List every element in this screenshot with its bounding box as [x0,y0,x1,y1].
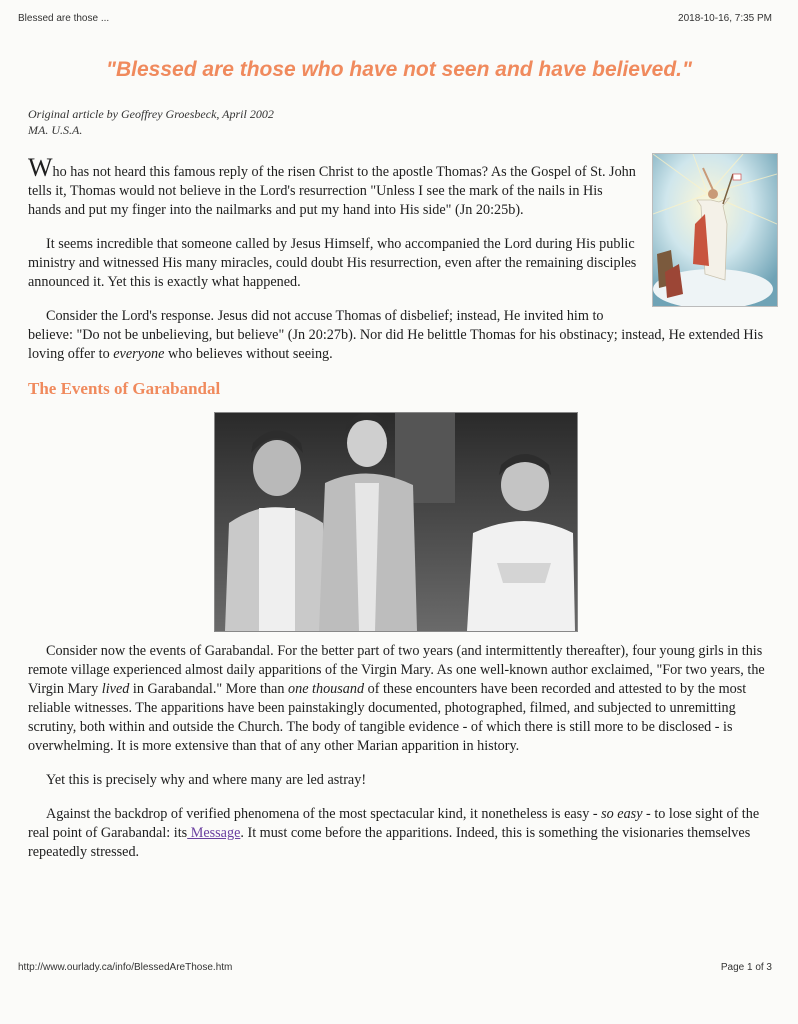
print-header-timestamp: 2018-10-16, 7:35 PM [678,13,772,24]
paragraph-4-text-a: Consider now the events of Garabandal. For the better part of two years (and intermittently thereafter), four young girls in this remote village experienced almost daily apparitions of the Virgin Mary. As one well-known author exclaimed, "For two years, the Virgin Mary [28,643,765,697]
article-title: "Blessed are those who have not seen and have believed." [106,58,692,81]
paragraph-3 [28,307,774,364]
byline [28,106,274,138]
article-body [28,153,774,877]
paragraph-6-text-c: . It must come before the apparitions. Indeed, this is something the visionaries themselves repeatedly stressed. [28,825,751,860]
paragraph-6-emphasis: so easy [601,806,643,822]
paragraph-4-text-c: of these encounters have been recorded and attested to by the most reliable witnesses. The apparitions have been painstakingly documented, photographed, filmed, and subjected to unremitting scrutiny, both within and outside the Church. The body of tangible evidence - of which there is still more to be disclosed - is overwhelming. It is more extensive than that of any other Marian apparition in history. [28,681,747,754]
paragraph-4-emphasis-2: one thousand [288,681,365,697]
print-footer-page-number: Page 1 of 3 [720,962,772,973]
visionaries-photo [214,412,578,632]
paragraph-3-text-b: who believes without seeing. [164,346,333,362]
paragraph-2: It seems incredible that someone called by Jesus Himself, who accompanied the Lord during His public ministry and witnessed His many miracles, could doubt His resurrection, even after the remaining disciples announced it. Yet this is exactly what happened. [28,236,637,290]
paragraph-4-emphasis-1: lived [101,681,130,697]
print-header-title: Blessed are those ... [18,13,110,24]
paragraph-1-text: ho has not heard this famous reply of the risen Christ to the apostle Thomas? As the Gospel of St. John tells it, Thomas would not believe in the Lord's resurrection "Unless I see the mark of the nails in His hands and put my finger into the nailmarks and put my hand into His side" (Jn 20:25b). [28,164,636,218]
risen-christ-image [652,153,778,307]
byline-location: MA. U.S.A. [28,123,83,137]
section-heading: The Events of Garabandal [28,379,221,398]
byline-author: Original article by Geoffrey Groesbeck, April 2002 [28,107,274,121]
drop-cap: W [28,153,53,182]
paragraph-6-text-b: - to lose sight of the real point of Garabandal: its [28,806,760,841]
paragraph-5: Yet this is precisely why and where many are led astray! [46,772,367,788]
print-footer-url: http://www.ourlady.ca/info/BlessedAreThose.htm [18,962,233,973]
paragraph-6-text-a: Against the backdrop of verified phenomena of the most spectacular kind, it nonetheless is easy - [46,806,602,822]
paragraph-3-text-a: Consider the Lord's response. Jesus did not accuse Thomas of disbelief; instead, He invited him to believe: "Do not be unbelieving, but believe" (Jn 20:27b). Nor did He belittle Thomas for his obstinacy; instead, He extended His loving offer to [28,308,764,362]
paragraph-4 [28,642,774,756]
paragraph-4-text-b: in Garabandal." More than [129,681,288,697]
paragraph-6 [28,805,774,862]
message-link[interactable]: Message [187,825,241,841]
paragraph-3-emphasis: everyone [113,346,165,362]
